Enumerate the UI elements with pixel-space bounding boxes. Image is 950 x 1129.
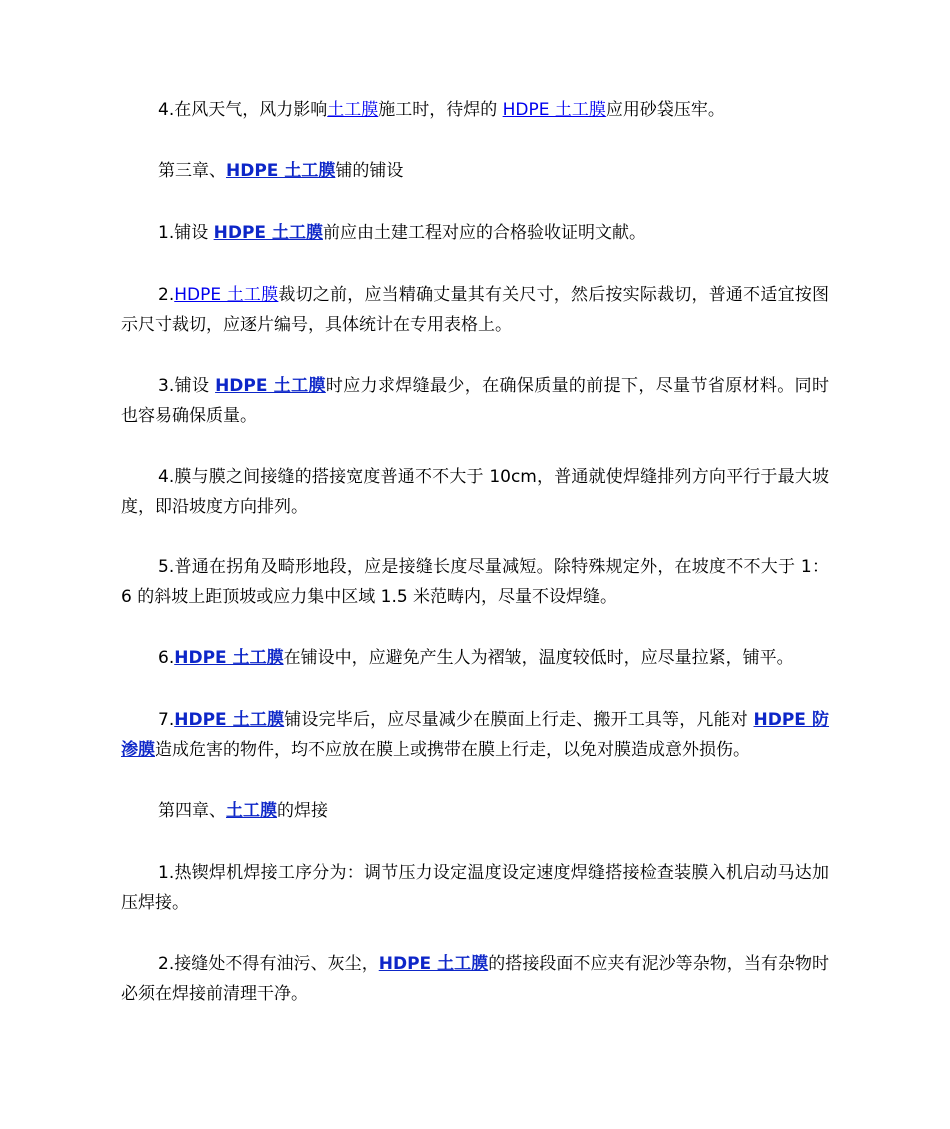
chapter-title-text: 铺的铺设 bbox=[335, 161, 404, 181]
hdpe-geomembrane-link[interactable]: HDPE 土工膜 bbox=[215, 376, 326, 396]
hdpe-geomembrane-link[interactable]: HDPE 土工膜 bbox=[378, 954, 489, 974]
laying-item-6 bbox=[121, 643, 829, 673]
laying-item-7 bbox=[121, 705, 829, 765]
laying-item-1 bbox=[121, 218, 829, 248]
geomembrane-link[interactable]: 土工膜 bbox=[226, 801, 277, 821]
hdpe-impermeable-membrane-link[interactable]: HDPE 防渗膜 bbox=[121, 710, 829, 760]
hdpe-geomembrane-link[interactable]: HDPE 土工膜 bbox=[213, 223, 323, 243]
chapter-4-heading bbox=[121, 796, 829, 826]
paragraph-text: 3.铺设 bbox=[158, 376, 216, 396]
paragraph-text: 2. bbox=[158, 285, 175, 305]
hdpe-geomembrane-link[interactable]: HDPE 土工膜 bbox=[502, 100, 606, 120]
paragraph-text: 的搭接段面不应夹有泥沙等杂物，当有杂物时必须在焊接前清理干净。 bbox=[121, 954, 829, 1004]
geomembrane-link[interactable]: 土工膜 bbox=[327, 100, 379, 120]
paragraph-text: 4.在风天气，风力影响 bbox=[158, 100, 328, 120]
paragraph-text: 4.膜与膜之间接缝的搭接宽度普通不不大于 10cm，普通就使焊缝排列方向平行于最大坡度，即沿坡度方向排列。 bbox=[121, 467, 829, 517]
paragraph-text: 应用砂袋压牢。 bbox=[605, 100, 725, 120]
chapter-3-heading bbox=[121, 156, 829, 186]
laying-item-5 bbox=[121, 552, 829, 612]
hdpe-geomembrane-link[interactable]: HDPE 土工膜 bbox=[226, 161, 336, 181]
paragraph-text: 裁切之前，应当精确丈量其有关尺寸，然后按实际裁切，普通不适宜按图示尺寸裁切，应逐片编号，具体统计在专用表格上。 bbox=[121, 285, 830, 335]
paragraph-text: 1.铺设 bbox=[158, 223, 214, 243]
paragraph-text: 施工时，待焊的 bbox=[378, 100, 503, 120]
welding-item-1 bbox=[121, 858, 829, 918]
paragraph-text: 造成危害的物件，均不应放在膜上或携带在膜上行走，以免对膜造成意外损伤。 bbox=[155, 740, 750, 760]
paragraph-text: 铺设完毕后，应尽量减少在膜面上行走、搬开工具等，凡能对 bbox=[284, 710, 754, 730]
chapter-label: 第三章、 bbox=[158, 161, 226, 181]
laying-item-3 bbox=[121, 371, 829, 431]
paragraph-text: 在铺设中，应避免产生人为褶皱，温度较低时，应尽量拉紧，铺平。 bbox=[283, 648, 794, 668]
laying-item-4 bbox=[121, 462, 829, 522]
chapter-title-text: 的焊接 bbox=[277, 801, 328, 821]
paragraph-text: 6. bbox=[158, 648, 175, 668]
paragraph-text: 前应由土建工程对应的合格验收证明文献。 bbox=[322, 223, 646, 243]
paragraph-text: 2.接缝处不得有油污、灰尘， bbox=[158, 954, 379, 974]
laying-item-2 bbox=[121, 280, 829, 340]
hdpe-geomembrane-link[interactable]: HDPE 土工膜 bbox=[174, 648, 284, 668]
paragraph-wind-weather bbox=[121, 95, 829, 125]
welding-item-2 bbox=[121, 949, 829, 1009]
paragraph-text: 时应力求焊缝最少，在确保质量的前提下，尽量节省原材料。同时也容易确保质量。 bbox=[121, 376, 829, 426]
paragraph-text: 1.热锲焊机焊接工序分为：调节压力设定温度设定速度焊缝搭接检查装膜入机启动马达加压焊接。 bbox=[121, 863, 829, 913]
hdpe-geomembrane-link[interactable]: HDPE 土工膜 bbox=[174, 285, 279, 305]
paragraph-text: 7. bbox=[158, 710, 175, 730]
hdpe-geomembrane-link[interactable]: HDPE 土工膜 bbox=[174, 710, 285, 730]
paragraph-text: 5.普通在拐角及畸形地段，应是接缝长度尽量减短。除特殊规定外，在坡度不不大于 1：6 的斜坡上距顶坡或应力集中区域 1.5 米范畴内，尽量不设焊缝。 bbox=[121, 557, 829, 607]
chapter-label: 第四章、 bbox=[158, 801, 226, 821]
